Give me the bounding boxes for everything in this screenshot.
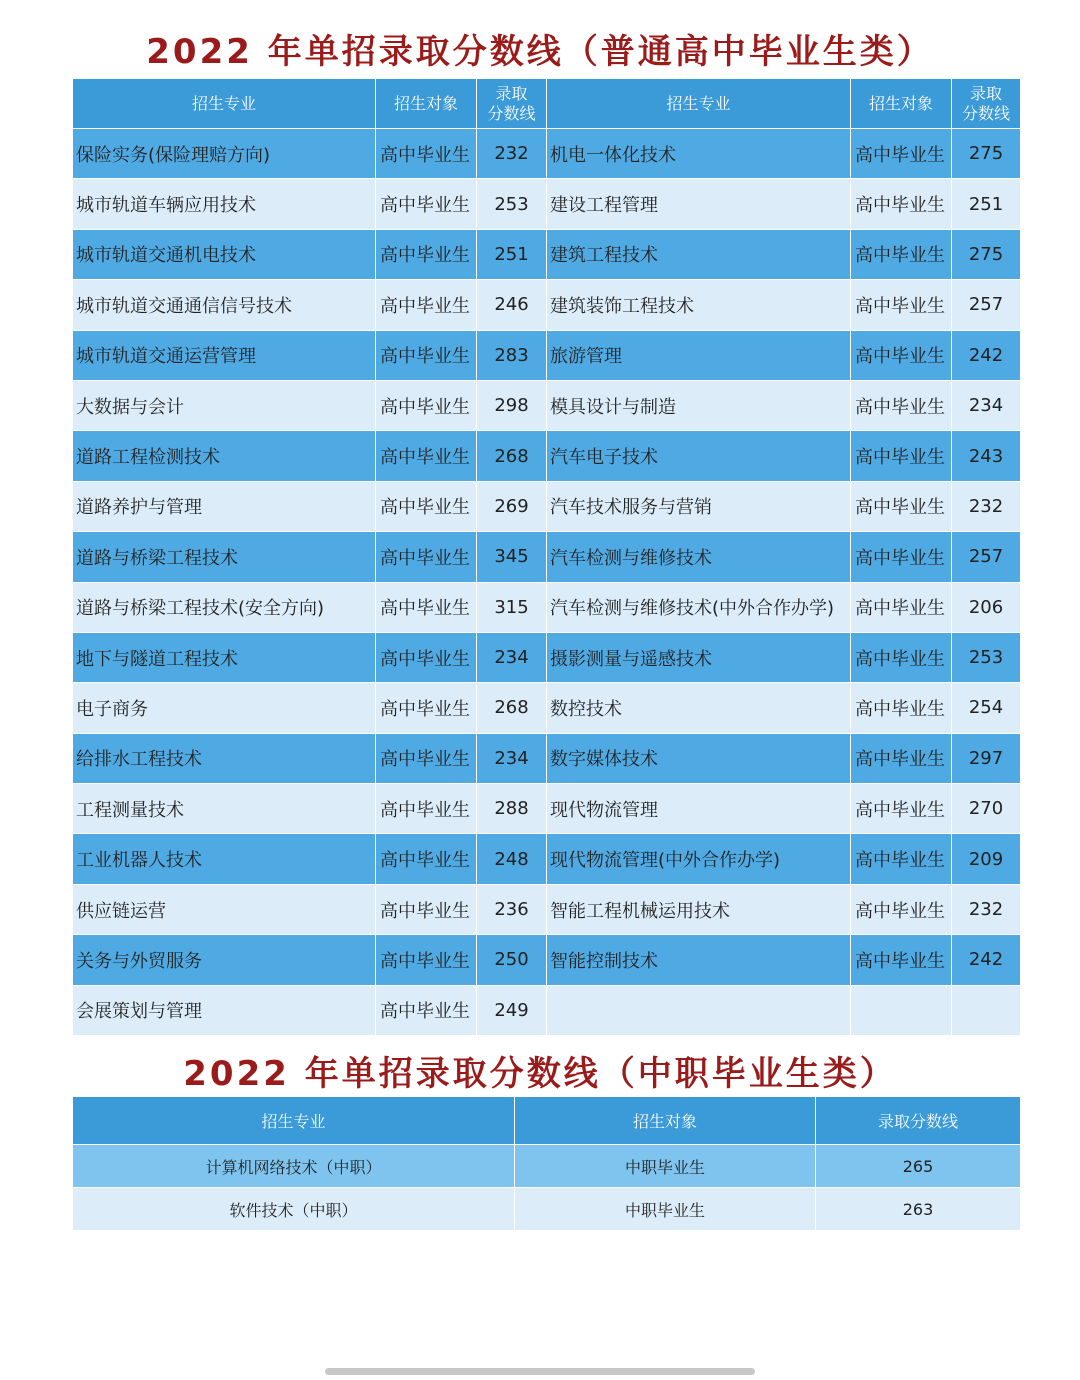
table-row <box>73 481 1021 531</box>
left-major-cell: 保险实务(保险理赔方向) <box>73 129 376 179</box>
right-target-cell: 高中毕业生 <box>851 280 952 330</box>
left-target-cell: 高中毕业生 <box>376 481 477 531</box>
table-row <box>73 632 1021 682</box>
header-target-right: 招生对象 <box>851 79 952 129</box>
left-major-cell: 道路工程检测技术 <box>73 431 376 481</box>
left-score-cell: 298 <box>477 380 547 430</box>
right-major-cell: 建筑工程技术 <box>547 229 851 279</box>
left-target-cell: 高中毕业生 <box>376 582 477 632</box>
right-major-cell: 汽车技术服务与营销 <box>547 481 851 531</box>
right-target-cell: 高中毕业生 <box>851 884 952 934</box>
right-major-cell: 智能工程机械运用技术 <box>547 884 851 934</box>
table-header-row <box>73 79 1021 129</box>
right-major-cell: 现代物流管理(中外合作办学) <box>547 834 851 884</box>
table-row <box>73 380 1021 430</box>
header-score: 录取分数线 <box>816 1097 1021 1145</box>
left-score-cell: 268 <box>477 431 547 481</box>
right-target-cell: 高中毕业生 <box>851 582 952 632</box>
header-score-line1: 录取 <box>495 83 528 103</box>
right-score-cell: 297 <box>952 733 1021 783</box>
header-major: 招生专业 <box>73 1097 515 1145</box>
left-major-cell: 工程测量技术 <box>73 784 376 834</box>
left-major-cell: 会展策划与管理 <box>73 985 376 1035</box>
right-major-cell: 建设工程管理 <box>547 179 851 229</box>
right-target-cell: 高中毕业生 <box>851 784 952 834</box>
left-score-cell: 315 <box>477 582 547 632</box>
right-target-cell: 高中毕业生 <box>851 935 952 985</box>
header-score-line1: 录取 <box>969 83 1002 103</box>
table-row <box>73 1188 1021 1231</box>
right-target-cell: 高中毕业生 <box>851 532 952 582</box>
left-major-cell: 道路养护与管理 <box>73 481 376 531</box>
left-target-cell: 高中毕业生 <box>376 683 477 733</box>
right-target-cell: 高中毕业生 <box>851 330 952 380</box>
score-cell: 263 <box>816 1188 1021 1231</box>
right-target-cell: 高中毕业生 <box>851 380 952 430</box>
left-score-cell: 268 <box>477 683 547 733</box>
right-major-cell: 建筑装饰工程技术 <box>547 280 851 330</box>
right-score-cell: 254 <box>952 683 1021 733</box>
right-major-cell: 汽车电子技术 <box>547 431 851 481</box>
left-major-cell: 工业机器人技术 <box>73 834 376 884</box>
left-score-cell: 234 <box>477 632 547 682</box>
table-row <box>73 582 1021 632</box>
left-major-cell: 大数据与会计 <box>73 380 376 430</box>
table-row <box>73 330 1021 380</box>
left-score-cell: 283 <box>477 330 547 380</box>
header-major-left: 招生专业 <box>73 79 376 129</box>
right-target-cell: 高中毕业生 <box>851 683 952 733</box>
right-major-cell: 机电一体化技术 <box>547 129 851 179</box>
right-score-cell: 234 <box>952 380 1021 430</box>
target-cell: 中职毕业生 <box>515 1188 816 1231</box>
right-target-cell: 高中毕业生 <box>851 632 952 682</box>
right-score-cell: 257 <box>952 532 1021 582</box>
right-score-cell: 209 <box>952 834 1021 884</box>
left-major-cell: 城市轨道交通机电技术 <box>73 229 376 279</box>
left-major-cell: 电子商务 <box>73 683 376 733</box>
right-score-cell: 257 <box>952 280 1021 330</box>
table-body <box>73 129 1021 1036</box>
table-row <box>73 431 1021 481</box>
left-score-cell: 253 <box>477 179 547 229</box>
right-target-cell: 高中毕业生 <box>851 229 952 279</box>
target-cell: 中职毕业生 <box>515 1145 816 1188</box>
right-major-cell: 智能控制技术 <box>547 935 851 985</box>
left-major-cell: 道路与桥梁工程技术(安全方向) <box>73 582 376 632</box>
header-score-line2: 分数线 <box>487 103 536 123</box>
table-row <box>73 985 1021 1035</box>
table-row <box>73 280 1021 330</box>
page-title-vocational: 2022 年单招录取分数线（中职毕业生类） <box>183 1054 897 1094</box>
table-row <box>73 1145 1021 1188</box>
left-target-cell: 高中毕业生 <box>376 532 477 582</box>
left-score-cell: 248 <box>477 834 547 884</box>
vocational-admission-table <box>72 1096 1021 1231</box>
left-target-cell: 高中毕业生 <box>376 179 477 229</box>
table-row <box>73 733 1021 783</box>
header-target-left: 招生对象 <box>376 79 477 129</box>
left-major-cell: 供应链运营 <box>73 884 376 934</box>
header-score-line2: 分数线 <box>961 103 1010 123</box>
major-cell: 计算机网络技术（中职） <box>73 1145 515 1188</box>
general-admission-table <box>72 78 1021 1036</box>
right-major-cell <box>547 985 851 1035</box>
right-major-cell: 汽车检测与维修技术(中外合作办学) <box>547 582 851 632</box>
header-score-right <box>952 79 1021 129</box>
right-major-cell: 汽车检测与维修技术 <box>547 532 851 582</box>
header-target: 招生对象 <box>515 1097 816 1145</box>
table-row <box>73 129 1021 179</box>
right-score-cell: 275 <box>952 129 1021 179</box>
left-major-cell: 城市轨道交通通信信号技术 <box>73 280 376 330</box>
table-row <box>73 884 1021 934</box>
left-target-cell: 高中毕业生 <box>376 330 477 380</box>
left-target-cell: 高中毕业生 <box>376 431 477 481</box>
right-score-cell: 270 <box>952 784 1021 834</box>
right-target-cell: 高中毕业生 <box>851 733 952 783</box>
page-title-general: 2022 年单招录取分数线（普通高中毕业生类） <box>146 32 934 72</box>
left-score-cell: 246 <box>477 280 547 330</box>
left-target-cell: 高中毕业生 <box>376 280 477 330</box>
right-target-cell: 高中毕业生 <box>851 129 952 179</box>
left-score-cell: 234 <box>477 733 547 783</box>
major-cell: 软件技术（中职） <box>73 1188 515 1231</box>
right-target-cell: 高中毕业生 <box>851 179 952 229</box>
table-row <box>73 784 1021 834</box>
right-major-cell: 现代物流管理 <box>547 784 851 834</box>
table-body <box>73 1145 1021 1231</box>
table-row <box>73 834 1021 884</box>
table-row <box>73 229 1021 279</box>
left-score-cell: 269 <box>477 481 547 531</box>
right-target-cell: 高中毕业生 <box>851 834 952 884</box>
table-row <box>73 935 1021 985</box>
left-target-cell: 高中毕业生 <box>376 229 477 279</box>
left-score-cell: 251 <box>477 229 547 279</box>
header-major-right: 招生专业 <box>547 79 851 129</box>
right-major-cell: 数控技术 <box>547 683 851 733</box>
table-row <box>73 532 1021 582</box>
right-target-cell <box>851 985 952 1035</box>
right-score-cell: 232 <box>952 481 1021 531</box>
left-target-cell: 高中毕业生 <box>376 935 477 985</box>
right-target-cell: 高中毕业生 <box>851 481 952 531</box>
left-target-cell: 高中毕业生 <box>376 834 477 884</box>
left-score-cell: 236 <box>477 884 547 934</box>
left-major-cell: 给排水工程技术 <box>73 733 376 783</box>
table-header-row <box>73 1097 1021 1145</box>
right-score-cell: 243 <box>952 431 1021 481</box>
header-score-left <box>477 79 547 129</box>
left-target-cell: 高中毕业生 <box>376 129 477 179</box>
left-score-cell: 345 <box>477 532 547 582</box>
left-score-cell: 249 <box>477 985 547 1035</box>
right-score-cell: 242 <box>952 935 1021 985</box>
left-major-cell: 关务与外贸服务 <box>73 935 376 985</box>
right-score-cell: 206 <box>952 582 1021 632</box>
home-indicator-bar[interactable] <box>325 1368 755 1375</box>
table-row <box>73 683 1021 733</box>
right-score-cell: 232 <box>952 884 1021 934</box>
right-major-cell: 摄影测量与遥感技术 <box>547 632 851 682</box>
left-major-cell: 城市轨道交通运营管理 <box>73 330 376 380</box>
score-cell: 265 <box>816 1145 1021 1188</box>
left-target-cell: 高中毕业生 <box>376 733 477 783</box>
right-target-cell: 高中毕业生 <box>851 431 952 481</box>
left-target-cell: 高中毕业生 <box>376 632 477 682</box>
left-score-cell: 250 <box>477 935 547 985</box>
right-score-cell: 251 <box>952 179 1021 229</box>
left-score-cell: 288 <box>477 784 547 834</box>
left-target-cell: 高中毕业生 <box>376 884 477 934</box>
table-row <box>73 179 1021 229</box>
right-major-cell: 模具设计与制造 <box>547 380 851 430</box>
right-score-cell: 242 <box>952 330 1021 380</box>
left-target-cell: 高中毕业生 <box>376 784 477 834</box>
left-major-cell: 地下与隧道工程技术 <box>73 632 376 682</box>
left-score-cell: 232 <box>477 129 547 179</box>
right-score-cell: 253 <box>952 632 1021 682</box>
right-score-cell <box>952 985 1021 1035</box>
right-score-cell: 275 <box>952 229 1021 279</box>
left-major-cell: 城市轨道车辆应用技术 <box>73 179 376 229</box>
left-major-cell: 道路与桥梁工程技术 <box>73 532 376 582</box>
left-target-cell: 高中毕业生 <box>376 985 477 1035</box>
left-target-cell: 高中毕业生 <box>376 380 477 430</box>
right-major-cell: 旅游管理 <box>547 330 851 380</box>
right-major-cell: 数字媒体技术 <box>547 733 851 783</box>
